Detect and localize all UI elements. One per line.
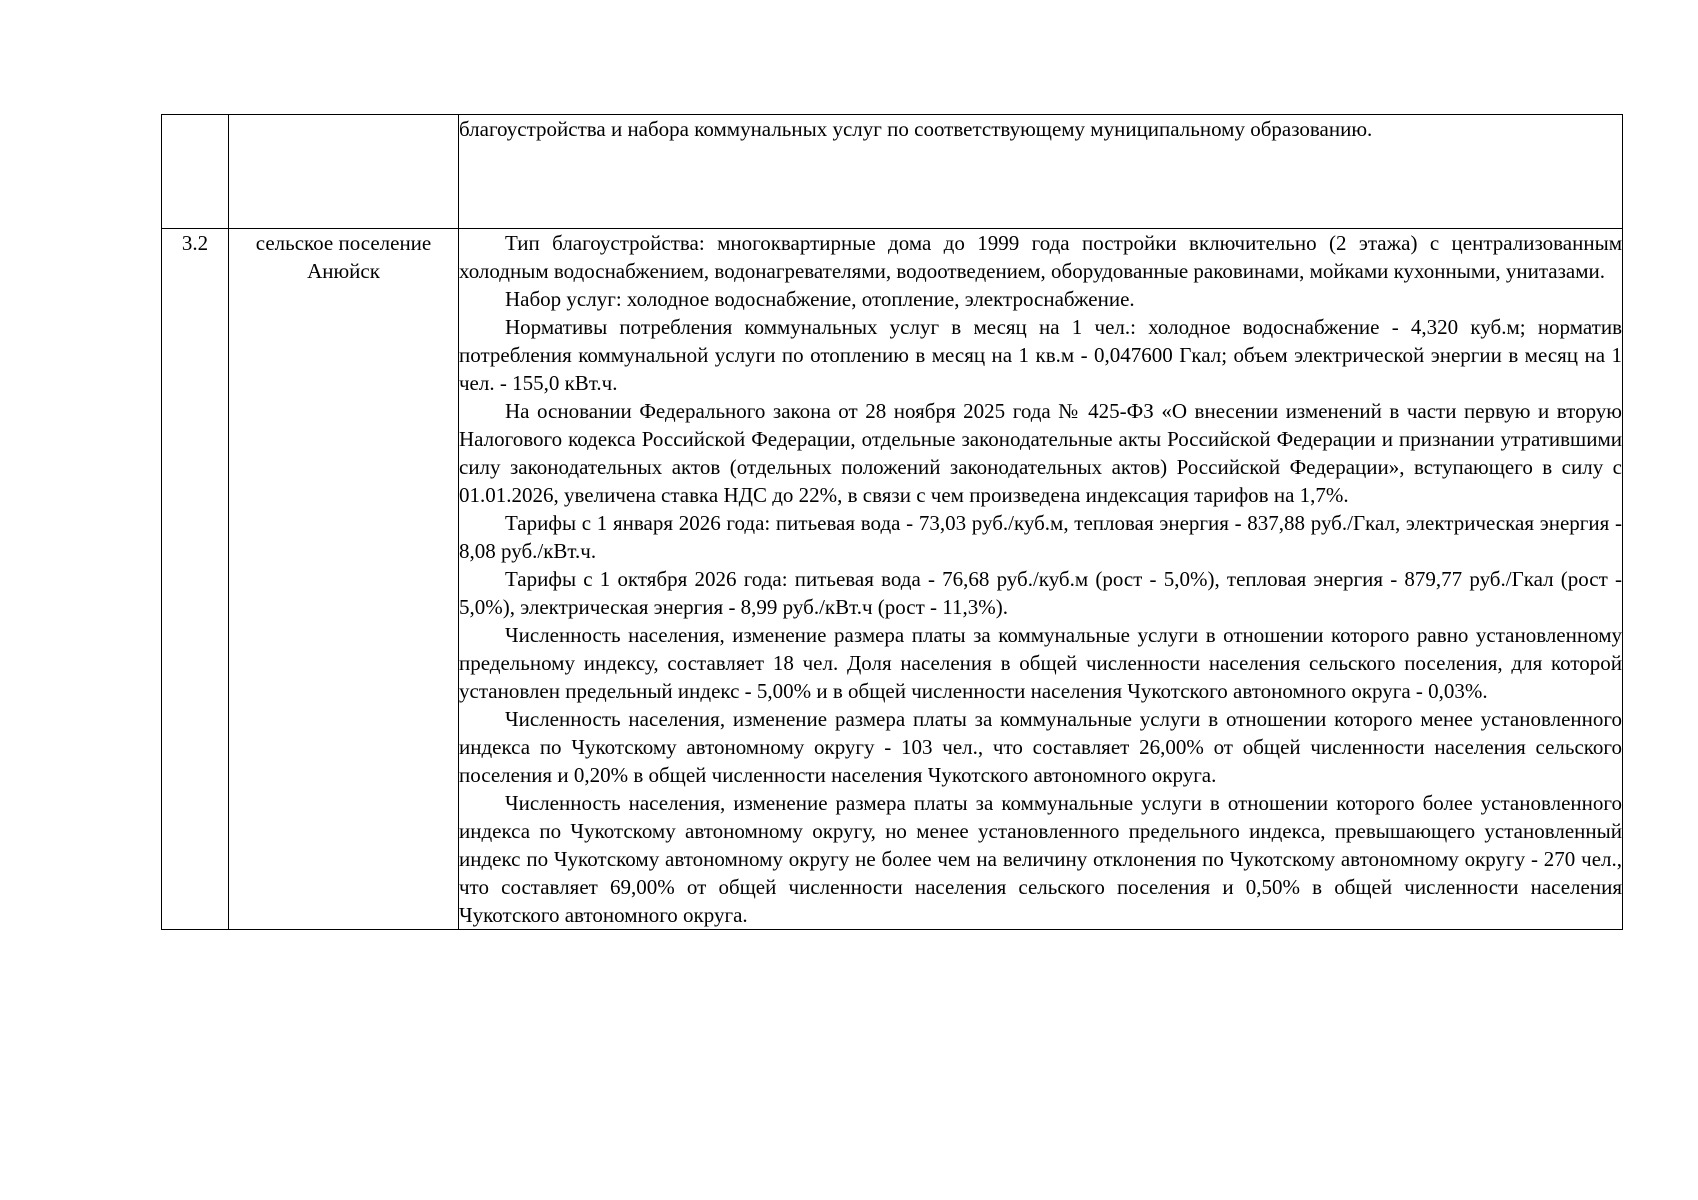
- description-paragraph: Численность населения, изменение размера платы за коммунальные услуги в отношении которого более установленного индекса по Чукотскому автономному округу, но менее установленного предельного индекса, превышающего установленный индекс по Чукотскому автономному округу не более чем на величину отклонения по Чукотскому автономному округу - 270 чел., что составляет 69,00% от общей численности населения сельского поселения и 0,50% в общей численности населения Чукотского автономного округа.: [459, 791, 1622, 927]
- settlement-name-cell: [229, 115, 459, 229]
- settlement-name-cell: сельское поселение Анюйск: [229, 229, 459, 930]
- description-paragraph: Численность населения, изменение размера платы за коммунальные услуги в отношении которого менее установленного индекса по Чукотскому автономному округу - 103 чел., что составляет 26,00% от общей численности населения сельского поселения и 0,20% в общей численности населения Чукотского автономного округа.: [459, 707, 1622, 787]
- table-row: [162, 229, 1623, 930]
- continued-paragraph: благоустройства и набора коммунальных услуг по соответствующему муниципальному образованию.: [459, 117, 1373, 141]
- description-paragraph: На основании Федерального закона от 28 ноября 2025 года № 425-ФЗ «О внесении изменений в части первую и вторую Налогового кодекса Российской Федерации, отдельные законодательные акты Российской Федерации и признании утратившими силу законодательных актов (отдельных положений законодательных актов) Российской Федерации», вступающего в силу с 01.01.2026, увеличена ставка НДС до 22%, в связи с чем произведена индексация тарифов на 1,7%.: [459, 399, 1622, 507]
- row-number-cell: 3.2: [162, 229, 229, 930]
- description-cell: [459, 115, 1623, 229]
- description-paragraph: Тарифы с 1 января 2026 года: питьевая вода - 73,03 руб./куб.м, тепловая энергия - 837,88 руб./Гкал, электрическая энергия - 8,08 руб./кВт.ч.: [459, 511, 1622, 563]
- table-row: [162, 115, 1623, 229]
- description-cell: [459, 229, 1623, 930]
- description-paragraph: Набор услуг: холодное водоснабжение, отопление, электроснабжение.: [505, 287, 1135, 311]
- description-paragraph: Тарифы с 1 октября 2026 года: питьевая вода - 76,68 руб./куб.м (рост - 5,0%), тепловая энергия - 879,77 руб./Гкал (рост - 5,0%), электрическая энергия - 8,99 руб./кВт.ч (рост - 11,3%).: [459, 567, 1622, 619]
- tariff-table: [161, 114, 1623, 930]
- description-paragraph: Тип благоустройства: многоквартирные дома до 1999 года постройки включительно (2 этажа) с централизованным холодным водоснабжением, водонагревателями, водоотведением, оборудованные раковинами, мойками кухонными, унитазами.: [459, 231, 1622, 283]
- row-number-cell: [162, 115, 229, 229]
- description-paragraph: Нормативы потребления коммунальных услуг в месяц на 1 чел.: холодное водоснабжение - 4,320 куб.м; норматив потребления коммунальной услуги по отоплению в месяц на 1 кв.м - 0,047600 Гкал; объем электрической энергии в месяц на 1 чел. - 155,0 кВт.ч.: [459, 315, 1622, 395]
- description-paragraph: Численность населения, изменение размера платы за коммунальные услуги в отношении которого равно установленному предельному индексу, составляет 18 чел. Доля населения в общей численности населения сельского поселения, для которой установлен предельный индекс - 5,00% и в общей численности населения Чукотского автономного округа - 0,03%.: [459, 623, 1622, 703]
